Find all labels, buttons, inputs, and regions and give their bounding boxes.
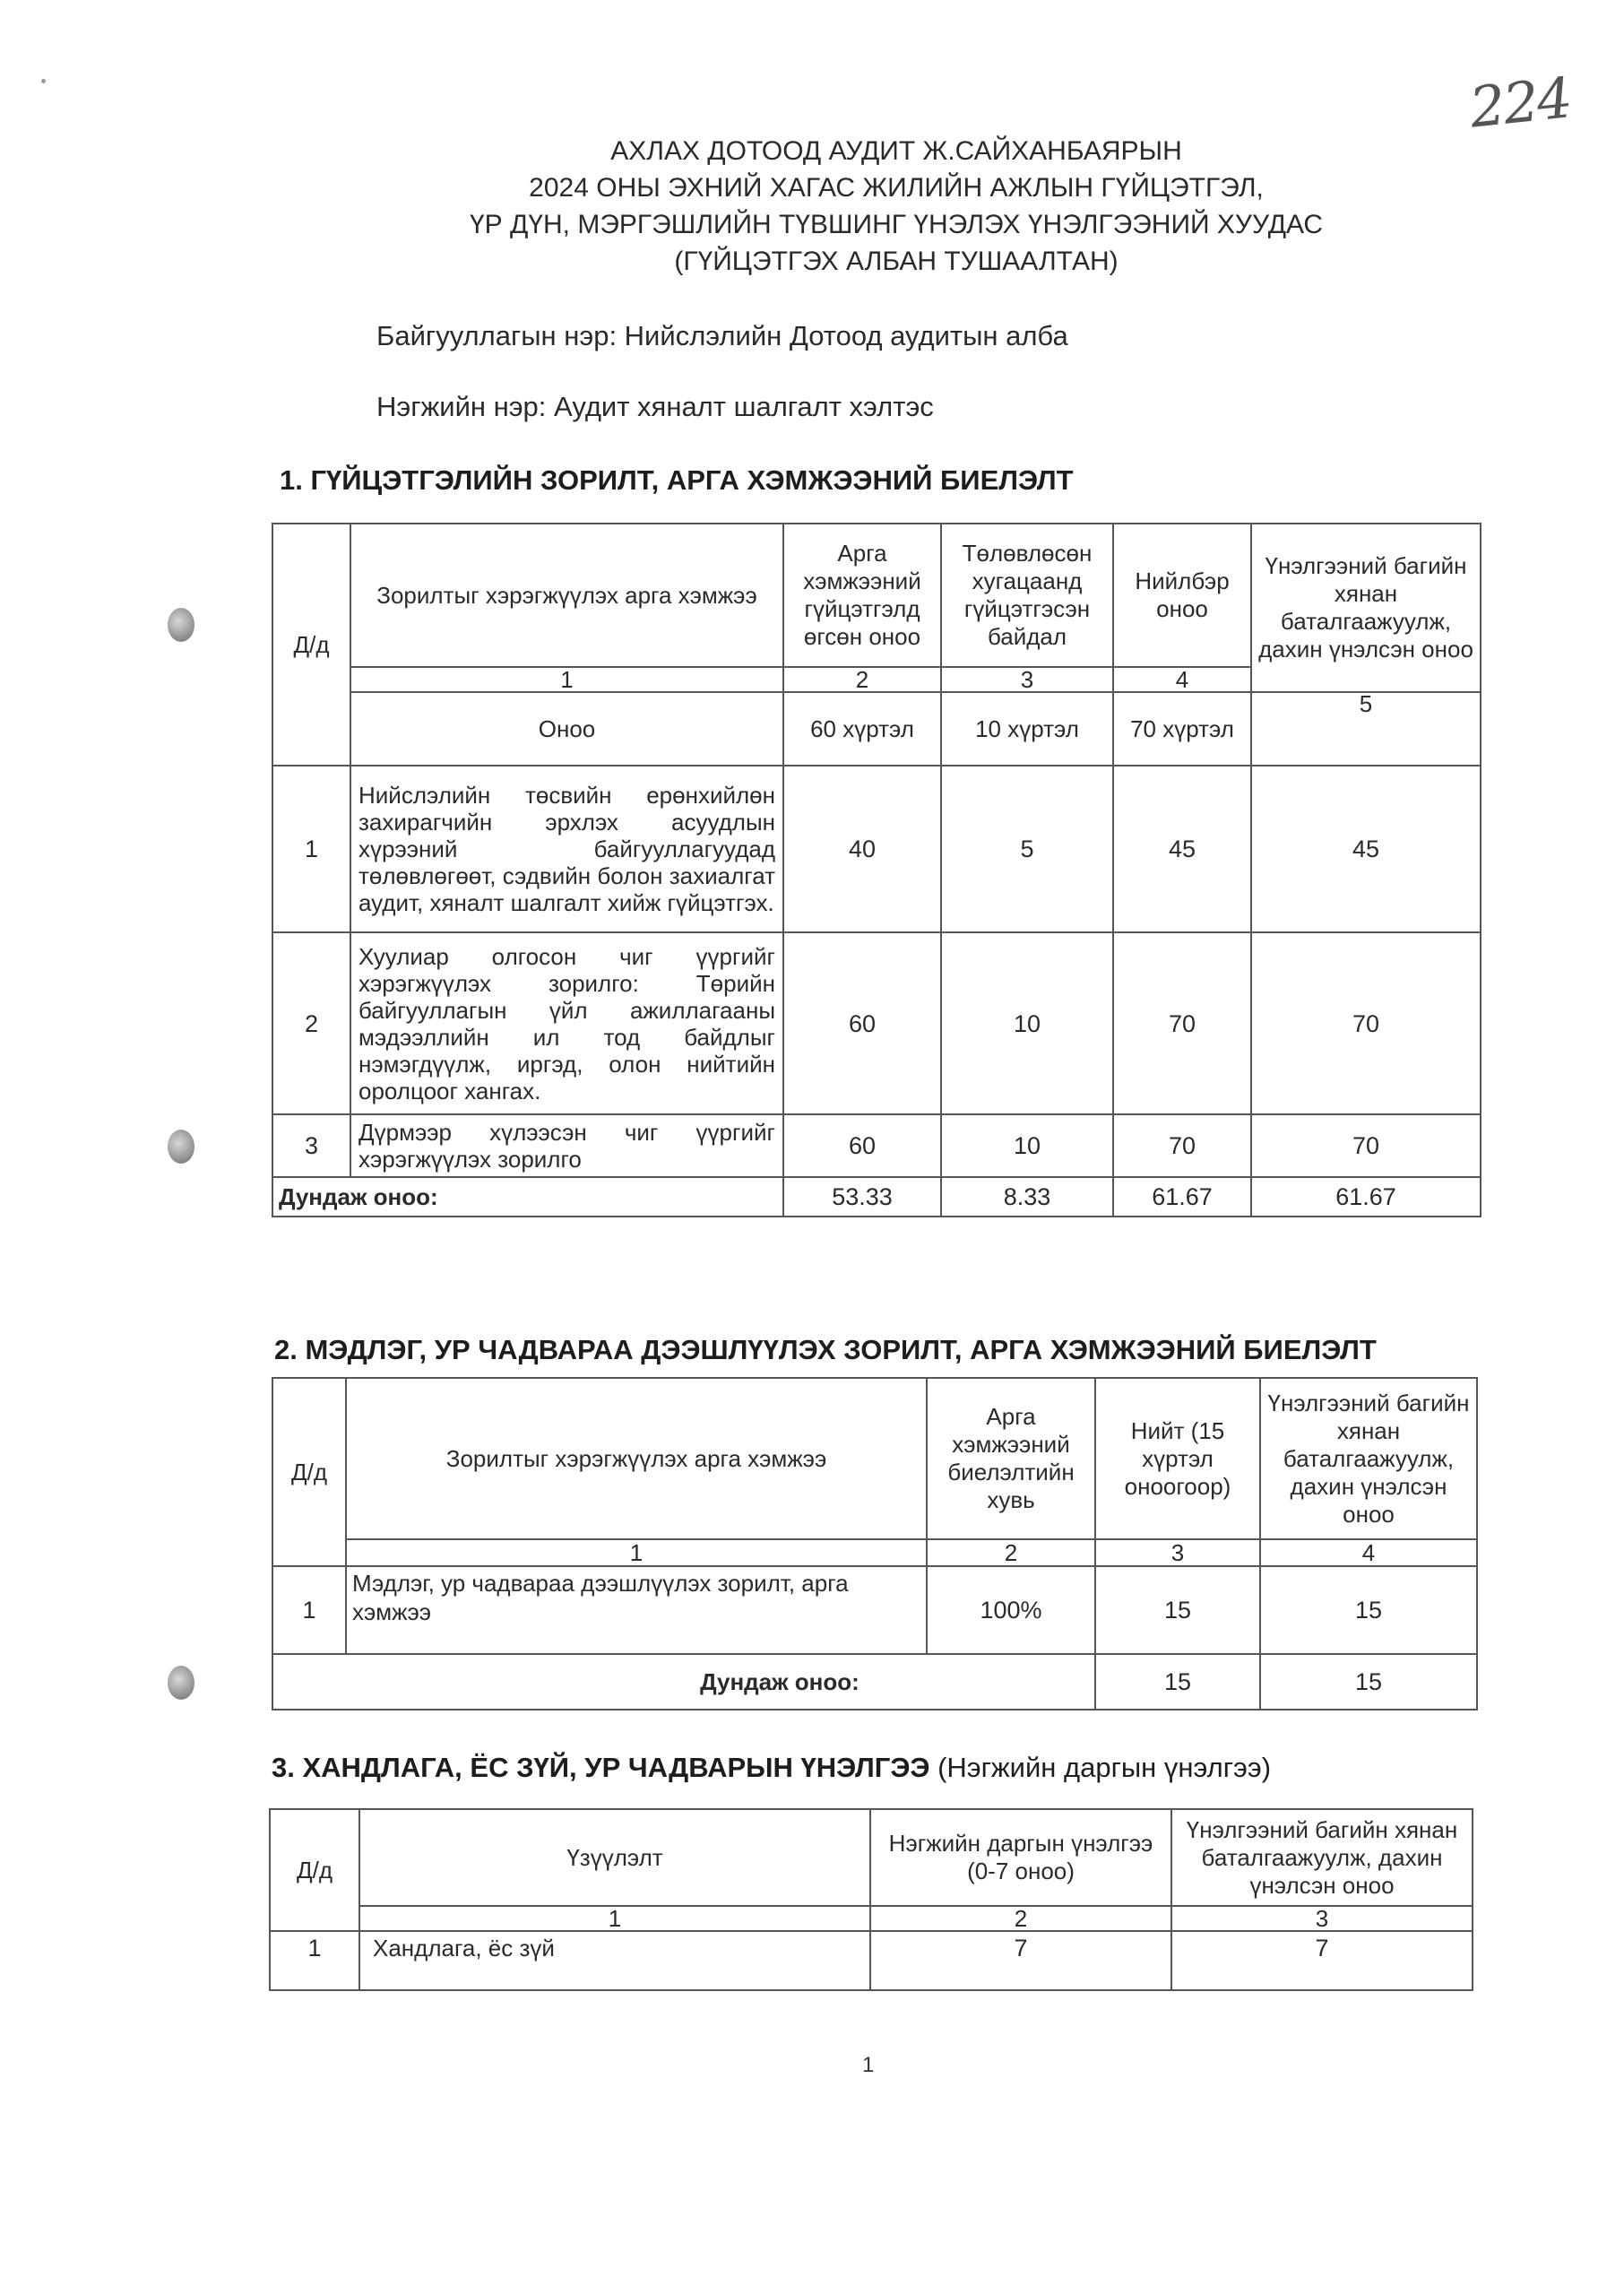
row-completion-percent: 100% [927, 1566, 1095, 1654]
section1-table [272, 523, 1481, 1217]
table-row [272, 766, 1481, 932]
header-no: Д/д [272, 524, 350, 766]
row-number: 2 [272, 932, 350, 1114]
table-row [270, 1931, 1473, 1990]
row-team-score: 70 [1251, 1114, 1481, 1177]
punch-hole-3 [168, 1666, 194, 1700]
row-team-score: 15 [1260, 1566, 1477, 1654]
row-activity-score: 60 [783, 1114, 941, 1177]
header-activity-score: Арга хэмжээний гүйцэтгэлд өгсөн оноо [783, 524, 941, 667]
average-label: Дундаж оноо: [272, 1177, 783, 1217]
header-team-score: Үнэлгээний багийн хянан баталгаажуулж, дахин үнэлсэн оноо [1260, 1378, 1477, 1539]
header-total-score: Нийлбэр оноо [1113, 524, 1251, 667]
max-score-label: Оноо [350, 692, 783, 766]
row-indicator-text: Хандлага, ёс зүй [359, 1931, 870, 1990]
table-row [272, 1566, 1477, 1654]
row-number: 1 [272, 1566, 346, 1654]
header-task: Зорилтыг хэрэгжүүлэх арга хэмжээ [346, 1378, 927, 1539]
handwritten-page-number: 224 [1466, 65, 1574, 141]
punch-hole-1 [168, 608, 194, 642]
section3-title [272, 1752, 1271, 1784]
header-no: Д/д [272, 1378, 346, 1566]
header-no: Д/д [270, 1809, 359, 1931]
average-team-score: 61.67 [1251, 1177, 1481, 1217]
table-header-row [272, 524, 1481, 667]
row-total-score: 70 [1113, 1114, 1251, 1177]
table-header-row [272, 1378, 1477, 1539]
max-score-timeliness: 10 хүртэл [941, 692, 1113, 766]
header-total: Нийт (15 хүртэл оноогоор) [1095, 1378, 1260, 1539]
column-number-row [270, 1906, 1473, 1931]
section3-subtitle: (Нэгжийн даргын үнэлгээ) [937, 1752, 1272, 1783]
row-timeliness-score: 10 [941, 1114, 1113, 1177]
column-number: 5 [1251, 692, 1481, 766]
title-line-3: ҮР ДҮН, МЭРГЭШЛИЙН ТҮВШИНГ ҮНЭЛЭХ ҮНЭЛГЭЭНИЙ ХУУДАС [469, 210, 1324, 239]
section3-table [269, 1808, 1473, 1991]
row-total-score: 15 [1095, 1566, 1260, 1654]
row-task-text: Нийслэлийн төсвийн ерөнхийлөн захирагчийн эрхлэх асуудлын хүрээний байгууллагуудад төлөвлөгөөт, сэдвийн болон захиалгат аудит, хяналт шалгалт хийж гүйцэтгэх. [350, 766, 783, 932]
max-score-row [272, 692, 1481, 766]
average-total-score: 61.67 [1113, 1177, 1251, 1217]
header-team-score: Үнэлгээний багийн хянан баталгаажуулж, дахин үнэлсэн оноо [1171, 1809, 1473, 1906]
row-total-score: 45 [1113, 766, 1251, 932]
title-line-4: (ГҮЙЦЭТГЭХ АЛБАН ТУШААЛТАН) [674, 247, 1119, 276]
header-indicator: Үзүүлэлт [359, 1809, 870, 1906]
title-line-1: АХЛАХ ДОТООД АУДИТ Ж.САЙХАНБАЯРЫН [610, 136, 1182, 166]
unit-name: Нэгжийн нэр: Аудит хяналт шалгалт хэлтэс [376, 391, 934, 422]
page-number: 1 [862, 2053, 875, 2077]
average-team-score: 15 [1260, 1654, 1477, 1710]
column-number: 1 [359, 1906, 870, 1931]
header-team-score: Үнэлгээний багийн хянан баталгаажуулж, дахин үнэлсэн оноо [1251, 524, 1481, 692]
column-number: 4 [1113, 667, 1251, 692]
average-total-score: 15 [1095, 1654, 1260, 1710]
average-timeliness-score: 8.33 [941, 1177, 1113, 1217]
row-number: 1 [272, 766, 350, 932]
average-row [272, 1177, 1481, 1217]
max-score-activity: 60 хүртэл [783, 692, 941, 766]
column-number: 3 [1171, 1906, 1473, 1931]
header-timeliness: Төлөвлөсөн хугацаанд гүйцэтгэсэн байдал [941, 524, 1113, 667]
table-header-row [270, 1809, 1473, 1906]
row-team-score: 45 [1251, 766, 1481, 932]
column-number: 2 [870, 1906, 1171, 1931]
column-number: 3 [941, 667, 1113, 692]
column-number: 2 [927, 1539, 1095, 1566]
row-timeliness-score: 10 [941, 932, 1113, 1114]
document-title [269, 133, 1524, 280]
column-number: 4 [1260, 1539, 1477, 1566]
row-supervisor-score: 7 [870, 1931, 1171, 1990]
header-task: Зорилтыг хэрэгжүүлэх арга хэмжээ [350, 524, 783, 667]
column-number-row [272, 1539, 1477, 1566]
average-label: Дундаж оноо: [272, 1654, 1095, 1710]
row-number: 1 [270, 1931, 359, 1990]
header-completion-percent: Арга хэмжээний биелэлтийн хувь [927, 1378, 1095, 1539]
row-task-text: Мэдлэг, ур чадвараа дээшлүүлэх зорилт, арга хэмжээ [346, 1566, 927, 1654]
column-number: 2 [783, 667, 941, 692]
row-activity-score: 60 [783, 932, 941, 1114]
section3-title-text: 3. ХАНДЛАГА, ЁС ЗҮЙ, УР ЧАДВАРЫН ҮНЭЛГЭЭ [272, 1752, 930, 1783]
title-line-2: 2024 ОНЫ ЭХНИЙ ХАГАС ЖИЛИЙН АЖЛЫН ГҮЙЦЭТГЭЛ, [529, 173, 1264, 203]
row-task-text: Хуулиар олгосон чиг үүргийг хэрэгжүүлэх зорилго: Төрийн байгууллагын үйл ажиллагааны мэдээллийн ил тод байдлыг нэмэгдүүлж, иргэд, олон нийтийн оролцоог хангах. [350, 932, 783, 1114]
punch-hole-2 [168, 1130, 194, 1164]
row-team-score: 70 [1251, 932, 1481, 1114]
column-number: 1 [350, 667, 783, 692]
column-number: 1 [346, 1539, 927, 1566]
average-row [272, 1654, 1477, 1710]
average-activity-score: 53.33 [783, 1177, 941, 1217]
row-activity-score: 40 [783, 766, 941, 932]
row-number: 3 [272, 1114, 350, 1177]
section1-title: 1. ГҮЙЦЭТГЭЛИЙН ЗОРИЛТ, АРГА ХЭМЖЭЭНИЙ БИЕЛЭЛТ [280, 464, 1074, 496]
row-total-score: 70 [1113, 932, 1251, 1114]
row-task-text: Дүрмээр хүлээсэн чиг үүргийг хэрэгжүүлэх зорилго [350, 1114, 783, 1177]
organization-name: Байгууллагын нэр: Нийслэлийн Дотоод аудитын алба [376, 320, 1068, 351]
table-row [272, 1114, 1481, 1177]
section2-title: 2. МЭДЛЭГ, УР ЧАДВАРАА ДЭЭШЛҮҮЛЭХ ЗОРИЛТ, АРГА ХЭМЖЭЭНИЙ БИЕЛЭЛТ [274, 1334, 1377, 1365]
section2-table [272, 1377, 1478, 1710]
column-number: 3 [1095, 1539, 1260, 1566]
row-timeliness-score: 5 [941, 766, 1113, 932]
table-row [272, 932, 1481, 1114]
row-team-score: 7 [1171, 1931, 1473, 1990]
scan-speck [41, 79, 46, 83]
header-supervisor-score: Нэгжийн даргын үнэлгээ (0-7 оноо) [870, 1809, 1171, 1906]
max-score-total: 70 хүртэл [1113, 692, 1251, 766]
